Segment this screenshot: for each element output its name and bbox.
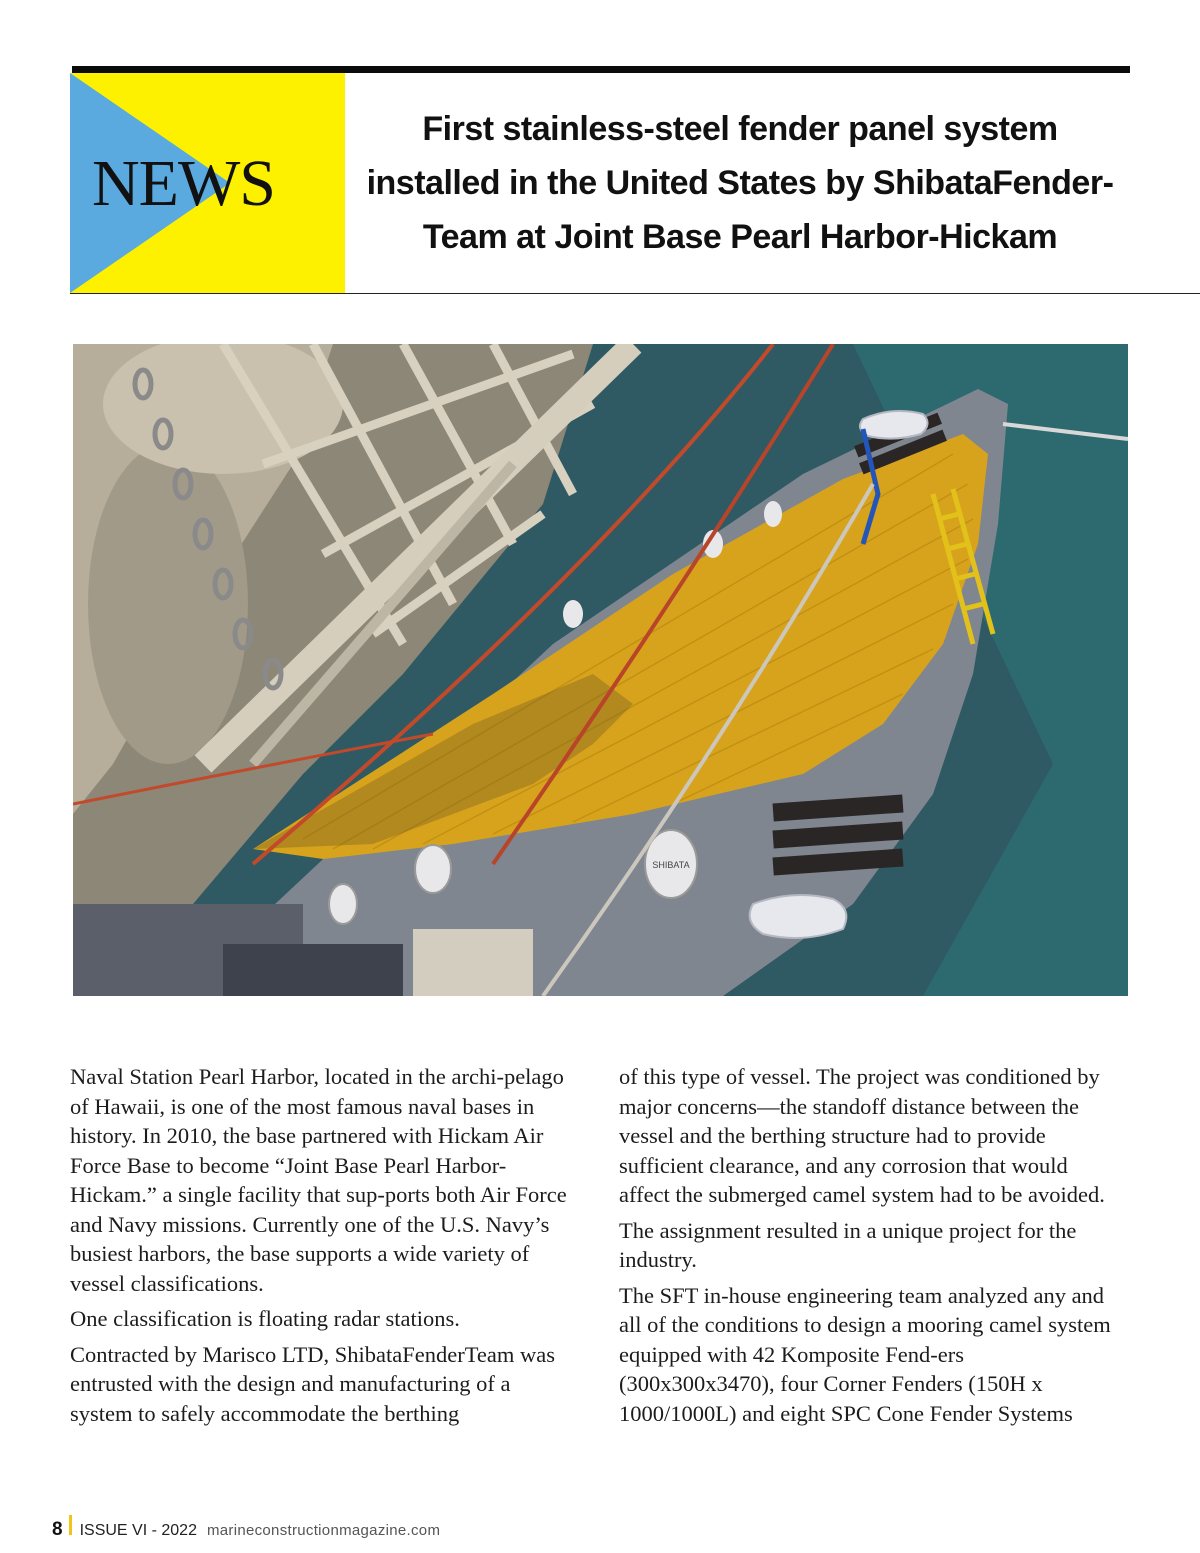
headline-line: Team at Joint Base Pearl Harbor-Hickam [422, 218, 1058, 256]
paragraph: The SFT in-house engineering team analyzed any and all of the conditions to design a mooring camel system equipped with 42 Komposite Fend-ers (300x300x3470), four Corner Fenders (150H x 1000/1000L) and eight SPC Cone Fender Systems [619, 1282, 1111, 1426]
article-column-right [619, 1062, 1119, 1434]
page-number: 8 [52, 1519, 63, 1540]
paragraph: Contracted by Marisco LTD, ShibataFenderTeam was entrusted with the design and manufacturing of a system to safely accommodate the berthing [70, 1341, 555, 1426]
headline-line: installed in the United States by ShibataFender- [366, 164, 1114, 202]
page-footer [52, 1515, 440, 1545]
paragraph: The assignment resulted in a unique project for the industry. [619, 1217, 1077, 1272]
footer-divider [69, 1515, 72, 1535]
fender-camel-photo-illustration [73, 344, 1128, 996]
top-rule [72, 66, 1130, 73]
headline-line: First stainless-steel fender panel system [422, 110, 1058, 148]
article-headline [350, 102, 1130, 264]
hatch-stencil: SHIBATA [652, 860, 690, 870]
article-column-left [70, 1062, 570, 1434]
paragraph: One classification is floating radar stations. [70, 1306, 460, 1331]
paragraph: of this type of vessel. The project was conditioned by major concerns—the standoff distance between the vessel and the berthing structure had to provide sufficient clearance, and any corrosion that would affect the submerged camel system had to be avoided. [619, 1064, 1105, 1207]
news-badge [70, 73, 345, 293]
website-link[interactable]: marineconstructionmagazine.com [206, 1522, 441, 1539]
headline-rule [70, 293, 1200, 294]
article-photo [73, 344, 1128, 996]
news-badge-label: NEWS [92, 147, 275, 220]
paragraph: Naval Station Pearl Harbor, located in the archi-pelago of Hawaii, is one of the most famous naval bases in history. In 2010, the base partnered with Hickam Air Force Base to become “Joint Base Pearl Harbor-Hickam.” a single facility that sup-ports both Air Force and Navy missions. Currently one of the U.S. Navy’s busiest harbors, the base supports a wide variety of vessel classifications. [70, 1064, 567, 1296]
issue-label: ISSUE VI - 2022 [79, 1522, 197, 1539]
